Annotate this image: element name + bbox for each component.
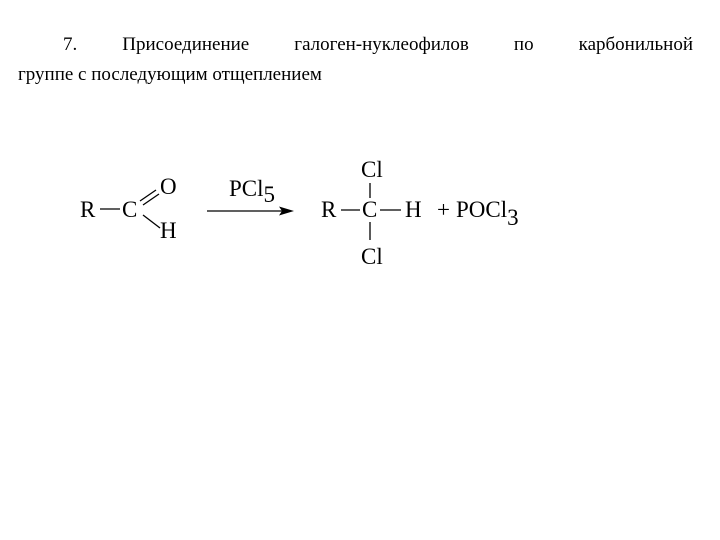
product-dichloride [321,157,422,269]
product-r-atom: R [321,197,337,222]
product-c-atom: C [362,197,378,222]
reactant-c-h-bond [143,215,160,228]
reactant-r-atom: R [80,197,96,222]
heading-text-1: Присоединение галоген-нуклеофилов по карбонильной [122,34,693,55]
byproduct-formula: POCl3 [456,197,519,230]
byproduct-plus: + [437,197,450,222]
section-heading [18,30,693,90]
byproduct [437,197,519,230]
product-h-atom: H [405,197,422,222]
product-cl-top: Cl [361,157,383,182]
reagent-label: PCl5 [229,176,276,207]
reactant-h-atom: H [160,218,177,243]
reactant-c-atom: C [122,197,138,222]
reactant-c-o-double-bond-1 [140,190,156,201]
reactant-c-o-double-bond-2 [143,194,159,205]
product-cl-bottom: Cl [361,244,383,269]
reactant-aldehyde [80,174,177,243]
heading-number: 7. [63,34,78,55]
reactant-o-atom: O [160,174,177,199]
reaction-scheme [0,150,720,280]
reaction-arrow-group [207,176,294,216]
heading-line-1 [18,30,693,60]
heading-line-2: группе с последующим отщеплением [18,64,322,85]
